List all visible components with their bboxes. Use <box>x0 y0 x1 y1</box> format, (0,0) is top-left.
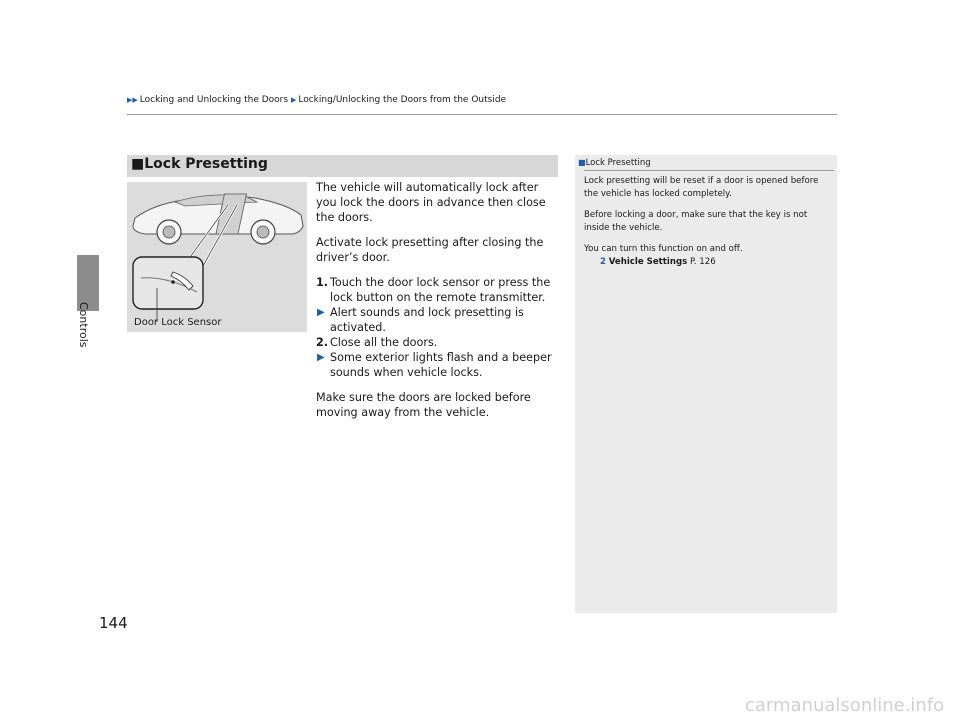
note-body <box>584 175 832 268</box>
note-paragraph: You can turn this function on and off. <box>584 244 743 254</box>
section-square-icon: ■ <box>131 156 145 172</box>
breadcrumb-arrow-icon: ▶▶ <box>127 96 138 104</box>
note-paragraph: Before locking a door, make sure that the key is not inside the vehicle. <box>584 210 808 233</box>
breadcrumb-arrow-icon: ▶ <box>290 96 297 104</box>
car-door-illustration <box>127 182 307 332</box>
section-title: ■Lock Presetting <box>131 156 268 172</box>
intro-paragraph: The vehicle will automatically lock after you lock the doors in advance then close the doors. <box>316 181 546 224</box>
door-lock-sensor-label: Door Lock Sensor <box>134 317 222 328</box>
vehicle-settings-link[interactable]: 2 Vehicle Settings P. 126 <box>600 256 716 267</box>
breadcrumb-item-1[interactable]: Locking and Unlocking the Doors <box>139 95 289 105</box>
step-item <box>316 335 560 350</box>
step-number: 1. <box>316 276 329 289</box>
result-arrow-icon: ▶ <box>317 307 325 318</box>
result-arrow-icon: ▶ <box>317 352 325 363</box>
header-divider <box>127 114 837 115</box>
step-item <box>316 275 560 305</box>
closing-paragraph: Make sure the doors are locked before moving away from the vehicle. <box>316 391 531 419</box>
step-result: ▶ Alert sounds and lock presetting is activated. <box>317 306 524 334</box>
activate-paragraph: Activate lock presetting after closing the driver’s door. <box>316 236 544 264</box>
step-number: 2. <box>316 336 329 349</box>
note-divider <box>584 170 834 171</box>
note-paragraph: Lock presetting will be reset if a door is opened before the vehicle has locked completely. <box>584 176 819 199</box>
watermark: carmanualsonline.info <box>745 695 945 716</box>
step-text: Close all the doors. <box>330 336 438 349</box>
page-number: 144 <box>99 614 128 632</box>
body-text <box>316 180 560 430</box>
breadcrumb <box>127 95 506 105</box>
chapter-label: Controls <box>77 302 90 348</box>
note-icon: ■ <box>578 158 586 167</box>
car-sensor-drawing <box>127 182 307 332</box>
step-text: Touch the door lock sensor or press the lock button on the remote transmitter. <box>330 276 551 304</box>
steps-list <box>316 275 560 380</box>
note-title: ■Lock Presetting <box>578 158 651 168</box>
breadcrumb-item-2[interactable]: Locking/Unlocking the Doors from the Outside <box>298 95 507 105</box>
reference-icon: 2 <box>600 256 606 267</box>
step-result: ▶ Some exterior lights flash and a beeper sounds when vehicle locks. <box>317 351 552 379</box>
